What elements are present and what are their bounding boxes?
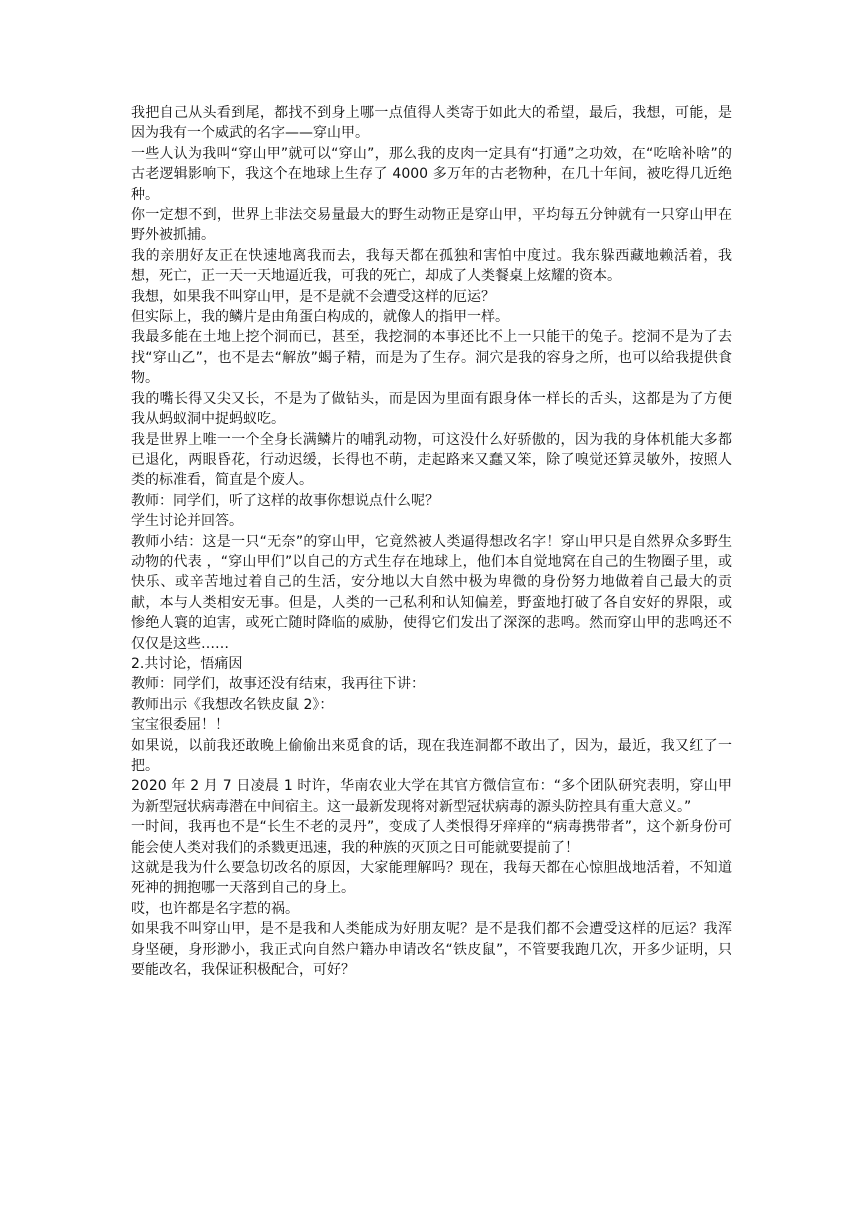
story2-paragraph-3: 2020 年 2 月 7 日凌晨 1 时许，华南农业大学在其官方微信宣布：“多个团队研究表明，穿山甲为新型冠状病毒潜在中间宿主。这一最新发现将对新型冠状病毒的源头防控具有重大意义。” xyxy=(131,778,732,815)
story2-paragraph-5: 这就是我为什么要急切改名的原因，大家能理解吗？现在，我每天都在心惊胆战地活着，不知道死神的拥抱哪一天落到自己的身上。 xyxy=(131,860,732,897)
story2-paragraph-2: 如果说，以前我还敢晚上偷偷出来觅食的话，现在我连洞都不敢出了，因为，最近，我又红了一把。 xyxy=(131,737,732,774)
story2-paragraph-7: 如果我不叫穿山甲，是不是我和人类能成为好朋友呢？是不是我们都不会遭受这样的厄运？我浑身坚硬，身形渺小，我正式向自然户籍办申请改名“铁皮鼠”，不管要我跑几次，开多少证明，只要能改名，我保证积极配合，可好？ xyxy=(131,921,732,979)
story2-paragraph-6: 哎，也许都是名字惹的祸。 xyxy=(131,900,299,917)
teacher-question: 教师：同学们，听了这样的故事你想说点什么呢？ xyxy=(131,492,439,509)
teacher-summary: 教师小结：这是一只“无奈”的穿山甲，它竟然被人类逼得想改名字！穿山甲只是自然界众多野生动物的代表 ，“穿山甲们”以自己的方式生存在地球上，他们本自觉地窝在自己的生物圈子里，或快乐、或辛苦地过着自己的生活，安分地以大自然中极为卑微的身份努力地做着自己最大的贡献，本与人类相安无事。但是，人类的一己私利和认知偏差，野蛮地打破了各自安好的界限，或惨绝人寰的迫害，或死亡随时降临的威胁，使得它们发出了深深的悲鸣。然而穿山甲的悲鸣还不仅仅是这些…… xyxy=(131,533,732,652)
section-heading: 2.共讨论，悟痛因 xyxy=(131,655,243,672)
paragraph-3: 你一定想不到，世界上非法交易量最大的野生动物正是穿山甲，平均每五分钟就有一只穿山甲在野外被抓捕。 xyxy=(131,207,732,244)
student-discussion: 学生讨论并回答。 xyxy=(131,513,243,530)
story2-paragraph-4: 一时间，我再也不是“长生不老的灵丹”，变成了人类恨得牙痒痒的“病毒携带者”，这个新身份可能会使人类对我们的杀戮更迅速，我的种族的灭顶之日可能就要提前了！ xyxy=(131,819,732,856)
teacher-presents: 教师出示《我想改名铁皮鼠 2》： xyxy=(131,696,334,713)
paragraph-6: 但实际上，我的鳞片是由角蛋白构成的，就像人的指甲一样。 xyxy=(131,309,509,326)
paragraph-1: 我把自己从头看到尾，都找不到身上哪一点值得人类寄于如此大的希望，最后，我想，可能，是因为我有一个威武的名字——穿山甲。 xyxy=(131,105,732,142)
document-body xyxy=(131,103,732,980)
paragraph-7: 我最多能在土地上挖个洞而已，甚至，我挖洞的本事还比不上一只能干的兔子。挖洞不是为了去找“穿山乙”，也不是去“解放”蝎子精，而是为了生存。洞穴是我的容身之所，也可以给我提供食物。 xyxy=(131,329,732,387)
paragraph-4: 我的亲朋好友正在快速地离我而去，我每天都在孤独和害怕中度过。我东躲西藏地赖活着，我想，死亡，正一天一天地逼近我，可我的死亡，却成了人类餐桌上炫耀的资本。 xyxy=(131,247,732,285)
paragraph-5: 我想，如果我不叫穿山甲，是不是就不会遭受这样的厄运？ xyxy=(131,288,495,305)
paragraph-9: 我是世界上唯一一个全身长满鳞片的哺乳动物，可这没什么好骄傲的，因为我的身体机能大多都已退化，两眼昏花，行动迟缓，长得也不萌，走起路来又蠢又笨，除了嗅觉还算灵敏外，按照人类的标准看，简直是个废人。 xyxy=(131,431,732,489)
story2-paragraph-1: 宝宝很委屈！！ xyxy=(131,717,229,734)
paragraph-2: 一些人认为我叫“穿山甲”就可以“穿山”，那么我的皮肉一定具有“打通”之功效，在“吃啥补啥”的古老逻辑影响下，我这个在地球上生存了 4000 多万年的古老物种，在几十年间，被吃得几近绝种。 xyxy=(131,145,732,203)
paragraph-8: 我的嘴长得又尖又长，不是为了做钻头，而是因为里面有跟身体一样长的舌头，这都是为了方便我从蚂蚁洞中捉蚂蚁吃。 xyxy=(131,390,732,428)
teacher-continue: 教师：同学们，故事还没有结束，我再往下讲： xyxy=(131,676,425,693)
